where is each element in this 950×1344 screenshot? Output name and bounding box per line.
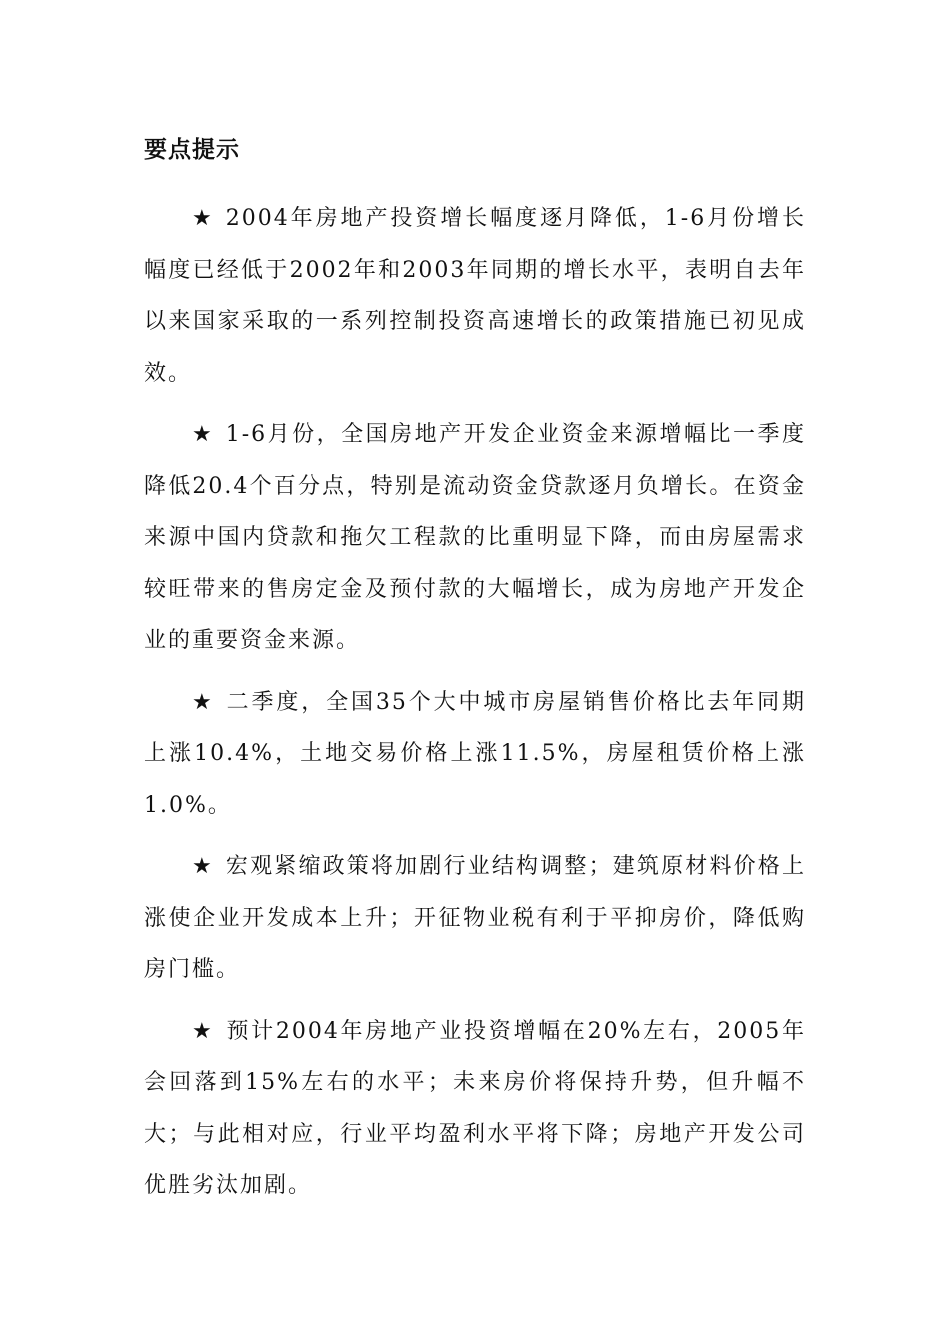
section-heading: 要点提示 [144,137,240,163]
document-page [144,130,806,1222]
star-icon: ★ [192,1018,214,1044]
star-icon: ★ [192,689,214,715]
key-point-3 [144,677,806,832]
star-icon: ★ [192,854,214,879]
key-point-4 [144,841,806,996]
key-point-1 [144,193,806,399]
key-point-text: 2004年房地产投资增长幅度逐月降低，1-6月份增长幅度已经低于2002年和2003年同期的增长水平，表明自去年以来国家采取的一系列控制投资高速增长的政策措施已初见成效。 [144,206,806,386]
key-point-2 [144,409,806,667]
key-point-text: 二季度，全国35个大中城市房屋销售价格比去年同期上涨10.4%，土地交易价格上涨11.5%，房屋租赁价格上涨1.0%。 [144,689,806,818]
key-point-text: 1-6月份，全国房地产开发企业资金来源增幅比一季度降低20.4个百分点，特别是流动资金贷款逐月负增长。在资金来源中国内贷款和拖欠工程款的比重明显下降，而由房屋需求较旺带来的售房定金及预付款的大幅增长，成为房地产开发企业的重要资金来源。 [144,422,806,653]
star-icon: ★ [192,206,214,231]
key-point-5 [144,1006,806,1212]
key-point-text: 宏观紧缩政策将加剧行业结构调整；建筑原材料价格上涨使企业开发成本上升；开征物业税有利于平抑房价，降低购房门槛。 [144,854,806,982]
star-icon: ★ [192,422,214,447]
key-point-text: 预计2004年房地产业投资增幅在20%左右，2005年会回落到15%左右的水平；未来房价将保持升势，但升幅不大；与此相对应，行业平均盈利水平将下降；房地产开发公司优胜劣汰加剧。 [144,1018,806,1198]
